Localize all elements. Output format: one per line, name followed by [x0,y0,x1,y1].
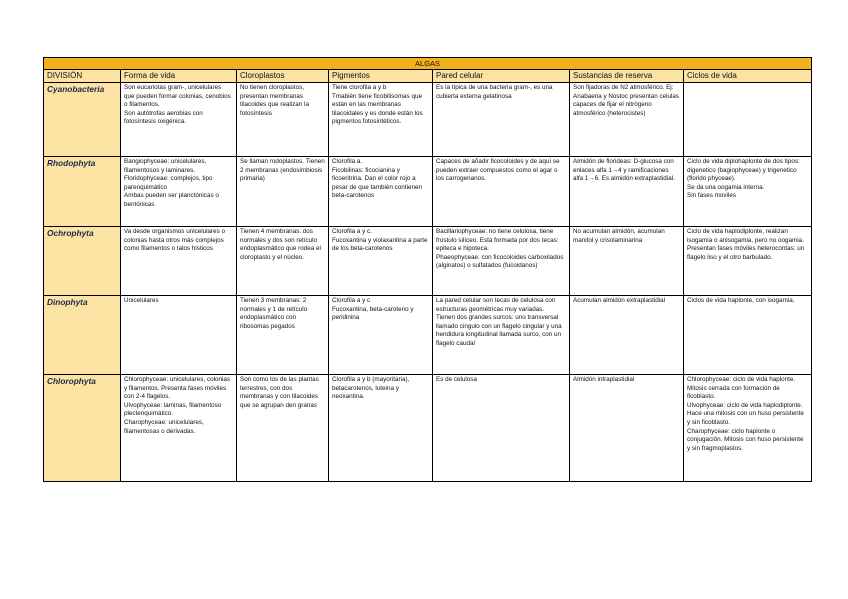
division-cell: Cyanobacteria [44,83,121,157]
pigmentos-cell: Clorofila a y c. Fucoxantina y violaxantina a parte de los beta-carotenos [329,227,433,296]
division-cell: Ochrophyta [44,227,121,296]
cloroplastos-cell: Tienen 4 membranas: dos normales y dos son retículo endoplasmático que rodea el cloroplasto y el núcleo. [237,227,329,296]
forma-cell: Va desde organismos unicelulares o colonias hasta otros más complejos como filamentos o talos histicos [121,227,237,296]
forma-cell: Unicelulares [121,296,237,375]
ciclos-cell: Ciclos de vida haplonte, con isogamia. [684,296,812,375]
table-row [44,375,812,482]
pigmentos-cell: Clorofila a y b (mayoritaria), betacarotenos, luteina y neoxantina. [329,375,433,482]
pigmentos-cell: Clorofila a y c Fucoxantina, beta-caroteno y peridinina [329,296,433,375]
header-pared-celular: Pared celular [433,70,570,83]
ciclos-cell: Chlorophyceae: ciclo de vida haplonte. Mitosis cerrada con formación de ficoblasto. Ulvophyceae: ciclo de vida haplodiplonte. Hace una mitosis con un huso persistente y sin ficoblasto. Charophyceae: ciclo haplonte o conjugación. Mitosis con huso persistente y sin fragmoplastos. [684,375,812,482]
cloroplastos-cell: Son como los de las plantas terrestres, con dos membranas y con tilacoides que se agrupan den granas [237,375,329,482]
cloroplastos-cell: Tienen 3 membranas: 2 normales y 1 de retículo endoplasmático con ribosomas pegados [237,296,329,375]
ciclos-cell: Ciclo de vida haplodiplonte, realizan isogamia o anisogamia, pero no oogamia. Presentan fases móviles heterocontas: un flagelo liso y el otro barbulado. [684,227,812,296]
division-cell: Rhodophyta [44,157,121,227]
header-ciclos-de-vida: Ciclos de vida [684,70,812,83]
pared-cell: Capaces de añadir ficocoloides y de aquí se pueden extraer compuestos como el agar o los carrogenanos. [433,157,570,227]
ciclos-cell [684,83,812,157]
ciclos-cell: Ciclo de vida diplohaplonte de dos tipos: digenetico (bagiophyceae) y trigenetico (florido phyceae). Se da una oogamia interna. Sin fases moviles [684,157,812,227]
forma-cell: Bangiophyceae: unicelulares, filamentosos y laminares. Floridophyceae: complejos, tipo parenquimático Ambas pueden ser planctónicas o bentónicas [121,157,237,227]
cloroplastos-cell: No tienen cloroplastos, presentan membranas tilacoides que realizan la fotosíntesis [237,83,329,157]
forma-cell: Son eucariotas gram-, unicelulares que pueden formar colonias, cenobios o filamentos. Son autótrofas aerobias con fotosíntesis oxigénica. [121,83,237,157]
table-row [44,227,812,296]
reserva-cell: Son fijadoras de N2 atmosférico. Ej: Anabaena y Nostoc presentan celulas capaces de fijar el nitrógeno atmosférico (heterocistes) [570,83,684,157]
table-row [44,296,812,375]
reserva-cell: Almidón de florideas: D-glucosa con enlaces alfa 1→4 y ramificaciones alfa 1→6. Es almidón extraplastidial. [570,157,684,227]
pared-cell: Es de celulosa [433,375,570,482]
header-division: DIVISIÓN [44,70,121,83]
table-row [44,157,812,227]
pared-cell: Bacillariophyceae: no tiene celulosa, tiene frústulo silíceo. Está formada por dos tecas: epiteca e hipoteca. Phaeophyceae: con ficocoloides carboxilados (alginatos) o sulfatados (fucoidanos) [433,227,570,296]
pared-cell: Es la típica de una bacteria gram-, es una cubierta externa gelatinosa [433,83,570,157]
pigmentos-cell: Clorofila a. Ficobilinas: ficocianina y ficoeritrina. Dan el color rojo a pesar de que también contienen beta-carotenos [329,157,433,227]
table-title: ALGAS [44,58,812,70]
header-pigmentos: Pigmentos [329,70,433,83]
pigmentos-cell: Tiene clorofila a y b Tmabién tiene ficobilisomas que están en las membranas tilacoidales y es donde están los pigmentos fotosintéticos. [329,83,433,157]
division-cell: Chlorophyta [44,375,121,482]
header-forma-de-vida: Forma de vida [121,70,237,83]
header-sustancias-de-reserva: Sustancias de reserva [570,70,684,83]
forma-cell: Chlorophyceae: unicelulares, colonias y filamentos. Presenta fases móviles con 2-4 flagelos. Ulvophyceae: laminas, filamentoso plectenquimático. Charophyceae: unicelulares, filamentosas o derivadas. [121,375,237,482]
algae-table [43,57,812,482]
header-cloroplastos: Cloroplastos [237,70,329,83]
reserva-cell: Acumulan almidón extraplastidial [570,296,684,375]
cloroplastos-cell: Se llaman rodoplastos. Tienen 2 membranas (endosimbiosis primaria) [237,157,329,227]
reserva-cell: Almidón intraplastidial [570,375,684,482]
pared-cell: La pared celular son tecas de celulosa con estructuras geométricas muy variadas. Tienen dos grandes surcos: uno transversal llamado cingulo con un flagelo cingular y una hendidura longitudinal llamada surco, con un flagelo caudal [433,296,570,375]
division-cell: Dinophyta [44,296,121,375]
table-row [44,83,812,157]
reserva-cell: No acumulan almidón, acumulan manitol y crisolaminarina [570,227,684,296]
